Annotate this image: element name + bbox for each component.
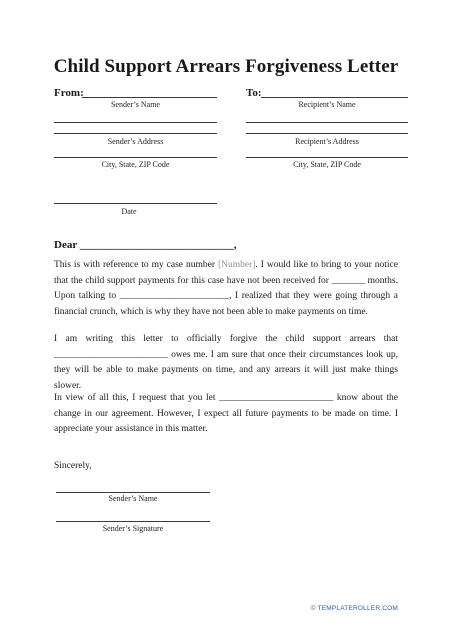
payer-blank[interactable]: ________________________ [54, 349, 168, 360]
recipient-address-line-2[interactable] [246, 133, 408, 134]
to-label: To: [246, 87, 262, 99]
sender-city-caption: City, State, ZIP Code [101, 160, 170, 169]
closing-name-caption: Sender’s Name [108, 494, 158, 503]
paragraph-text: I am writing this letter to officially forgive the child support arrears that [54, 334, 398, 344]
recipient-city-caption: City, State, ZIP Code [293, 160, 361, 169]
months-blank[interactable]: _______ [331, 275, 365, 286]
body-paragraph-3 [54, 391, 398, 438]
date-line[interactable] [54, 203, 217, 204]
recipient-address-caption: Recipient’s Address [295, 137, 359, 146]
sender-name-caption: Sender’s Name [111, 100, 160, 109]
from-label: From: [54, 87, 84, 99]
closing-name-line[interactable] [56, 492, 210, 493]
signature-caption: Sender’s Signature [102, 524, 164, 533]
sender-name-line[interactable] [82, 97, 217, 98]
sender-address-line-1[interactable] [54, 122, 217, 123]
recipient-city-line[interactable] [246, 157, 408, 158]
salutation [54, 239, 237, 251]
sincerely-label: Sincerely, [54, 461, 92, 471]
body-paragraph-1 [54, 258, 398, 320]
person-blank[interactable]: _______________________ [119, 291, 229, 301]
footer-watermark[interactable]: © TEMPLATEROLLER.COM [310, 605, 398, 612]
sender-address-line-2[interactable] [54, 133, 217, 134]
sender-city-line[interactable] [54, 157, 217, 158]
paragraph-text: In view of all this, I request that you let [54, 393, 220, 403]
case-number-placeholder[interactable]: [Number] [217, 260, 256, 270]
paragraph-text: . I would like to bring to your notice that the child support payments for this case have not been received for [54, 260, 398, 286]
body-paragraph-2 [54, 332, 398, 394]
paragraph-text: , I realized that they were going through a financial crunch, which is why they have not been able to make payments on time. [54, 291, 398, 317]
recipient-name-line[interactable] [261, 97, 408, 98]
paragraph-text: months. Upon talking to [54, 275, 398, 301]
notify-blank[interactable]: ________________________ [219, 393, 334, 403]
paragraph-text: This is with reference to my case number [54, 260, 218, 270]
sender-address-caption: Sender’s Address [107, 137, 164, 146]
recipient-address-line-1[interactable] [246, 122, 408, 123]
signature-line[interactable] [56, 521, 210, 522]
recipient-name-caption: Recipient’s Name [298, 100, 356, 109]
document-title: Child Support Arrears Forgiveness Letter [53, 56, 399, 77]
date-caption: Date [121, 207, 137, 216]
recipient-blank[interactable]: ____________________________, [79, 239, 237, 251]
paragraph-text: owes me. I am sure that once their circumstances look up, they will be able to make payments on time, and any arrears it will just make things slower. [54, 349, 398, 391]
paragraph-text: know about the change in our agreement. However, I expect all future payments to be made on time. I appreciate your assistance in this matter. [54, 393, 398, 434]
dear-label: Dear [54, 239, 78, 251]
